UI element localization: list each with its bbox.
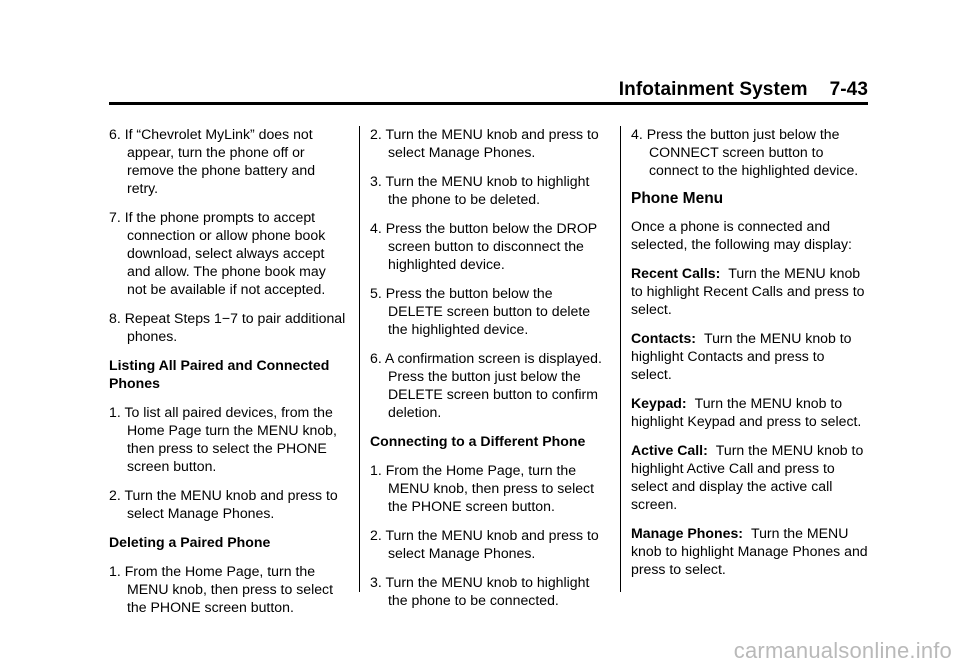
step-text: If the phone prompts to accept connection or allow phone book download, select always accept and allow. The phone book may not be available if not accepted. xyxy=(124,209,326,297)
entry-term: Recent Calls: xyxy=(631,265,721,281)
entry-text: Turn the MENU knob to highlight Keypad and press to select. xyxy=(631,395,862,429)
step-text: Turn the MENU knob to highlight the phone to be connected. xyxy=(385,574,590,608)
deleting-step-5 xyxy=(370,284,608,338)
watermark: carmanualsonline.info xyxy=(733,638,952,663)
step-number: 3. xyxy=(370,574,382,590)
entry-text: Turn the MENU knob to highlight Manage Phones and press to select. xyxy=(631,525,868,577)
recent-calls-entry xyxy=(631,264,869,318)
step-text: Repeat Steps 1−7 to pair additional phones. xyxy=(124,310,346,344)
column-3 xyxy=(631,125,869,589)
entry-text: Turn the MENU knob to highlight Active Call and press to select and display the active call screen. xyxy=(631,442,864,512)
step-number: 2. xyxy=(370,126,382,142)
entry-text: Turn the MENU knob to highlight Recent Calls and press to select. xyxy=(631,265,865,317)
column-1 xyxy=(109,125,347,627)
step-number: 4. xyxy=(370,220,382,236)
connecting-step-4 xyxy=(631,125,869,179)
active-call-entry xyxy=(631,441,869,513)
page-header xyxy=(619,79,868,101)
manage-phones-entry xyxy=(631,524,869,578)
listing-step-2 xyxy=(109,486,347,522)
deleting-step-2 xyxy=(370,125,608,161)
connecting-step-2 xyxy=(370,526,608,562)
header-rule xyxy=(109,102,868,105)
column-divider-1 xyxy=(359,126,360,592)
step-number: 2. xyxy=(370,527,382,543)
section-title: Infotainment System xyxy=(618,79,808,100)
step-text: Press the button just below the CONNECT screen button to connect to the highlighted device. xyxy=(646,126,859,178)
entry-text: Turn the MENU knob to highlight Contacts and press to select. xyxy=(631,330,852,382)
deleting-step-4 xyxy=(370,219,608,273)
step-number: 1. xyxy=(370,462,382,478)
step-number: 1. xyxy=(109,404,121,420)
step-number: 8. xyxy=(109,310,121,326)
entry-term: Manage Phones: xyxy=(631,525,743,541)
step-text: Press the button below the DELETE screen button to delete the highlighted device. xyxy=(385,285,591,337)
deleting-step-3 xyxy=(370,172,608,208)
entry-term: Contacts: xyxy=(631,330,696,346)
page-number: 7-43 xyxy=(829,79,868,100)
column-2 xyxy=(370,125,608,620)
step-number: 2. xyxy=(109,487,121,503)
step-number: 5. xyxy=(370,285,382,301)
entry-term: Active Call: xyxy=(631,442,708,458)
step-text: From the Home Page, turn the MENU knob, then press to select the PHONE screen button. xyxy=(124,563,334,615)
step-text: Press the button below the DROP screen button to disconnect the highlighted device. xyxy=(385,220,597,272)
step-text: To list all paired devices, from the Home Page turn the MENU knob, then press to select the PHONE screen button. xyxy=(124,404,337,474)
step-number: 6. xyxy=(370,350,382,366)
step-number: 7. xyxy=(109,209,121,225)
step-8 xyxy=(109,309,347,345)
step-6 xyxy=(109,125,347,197)
keypad-entry xyxy=(631,394,869,430)
connecting-step-1 xyxy=(370,461,608,515)
step-number: 4. xyxy=(631,126,643,142)
step-text: Turn the MENU knob and press to select Manage Phones. xyxy=(385,527,599,561)
step-text: From the Home Page, turn the MENU knob, then press to select the PHONE screen button. xyxy=(385,462,595,514)
step-text: If “Chevrolet MyLink” does not appear, turn the phone off or remove the phone battery and retry. xyxy=(124,126,316,196)
listing-step-1 xyxy=(109,403,347,475)
deleting-step-1 xyxy=(109,562,347,616)
connecting-heading: Connecting to a Different Phone xyxy=(370,433,586,449)
step-text: Turn the MENU knob and press to select Manage Phones. xyxy=(385,126,599,160)
deleting-step-6 xyxy=(370,349,608,421)
step-7 xyxy=(109,208,347,298)
step-text: Turn the MENU knob and press to select Manage Phones. xyxy=(124,487,338,521)
connecting-step-3 xyxy=(370,573,608,609)
phone-menu-intro: Once a phone is connected and selected, the following may display: xyxy=(631,218,852,252)
listing-heading: Listing All Paired and Connected Phones xyxy=(109,357,330,391)
entry-term: Keypad: xyxy=(631,395,687,411)
step-text: Turn the MENU knob to highlight the phone to be deleted. xyxy=(385,173,590,207)
deleting-heading: Deleting a Paired Phone xyxy=(109,534,271,550)
column-divider-2 xyxy=(620,126,621,592)
step-number: 6. xyxy=(109,126,121,142)
contacts-entry xyxy=(631,329,869,383)
step-number: 3. xyxy=(370,173,382,189)
step-number: 1. xyxy=(109,563,121,579)
phone-menu-heading: Phone Menu xyxy=(631,190,724,207)
step-text: A confirmation screen is displayed. Press the button just below the DELETE screen button to confirm deletion. xyxy=(384,350,602,420)
